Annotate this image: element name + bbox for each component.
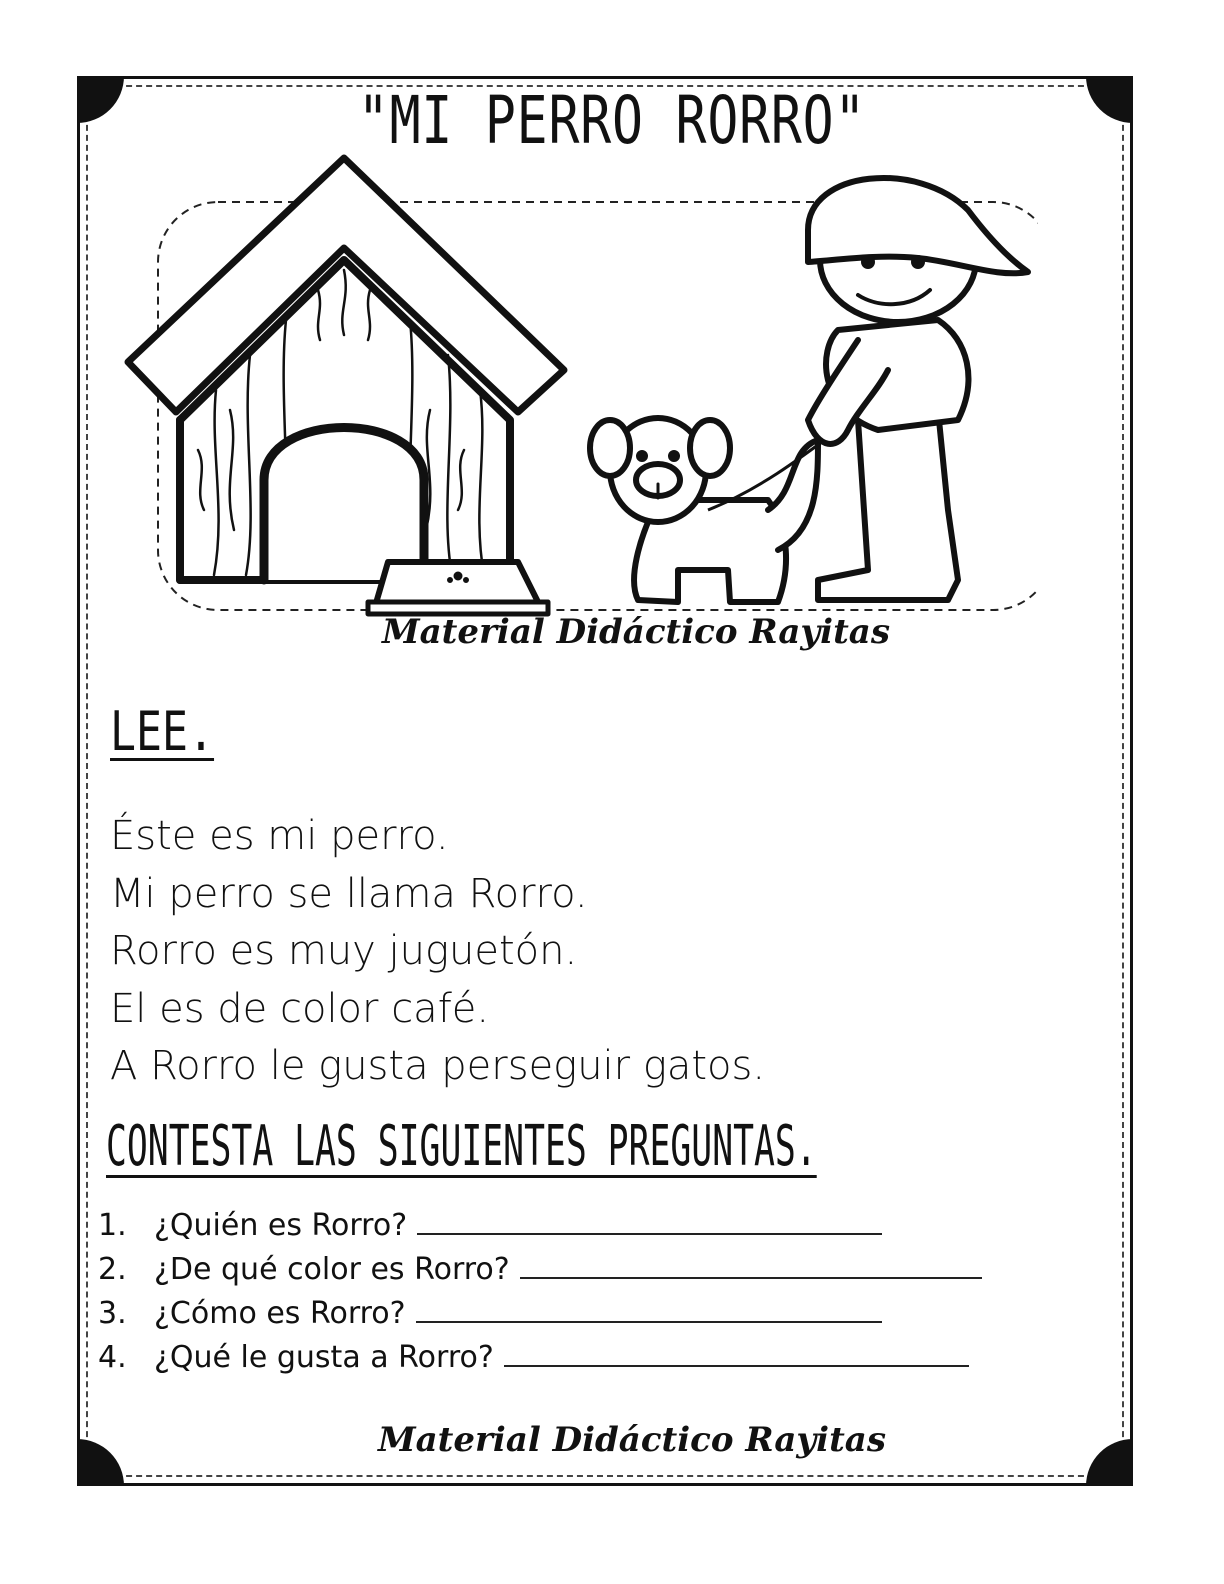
question-number: 3. bbox=[98, 1296, 127, 1331]
story-line: Rorro es muy juguetón. bbox=[110, 928, 578, 974]
question-number: 2. bbox=[98, 1252, 127, 1287]
question-item bbox=[98, 1204, 982, 1248]
dog-bowl-icon bbox=[368, 562, 548, 614]
questions-heading: CONTESTA LAS SIGUIENTES PREGUNTAS. bbox=[106, 1114, 817, 1179]
dog-house-icon bbox=[128, 158, 564, 580]
answer-line[interactable] bbox=[416, 1299, 882, 1323]
page-title: "MI PERRO RORRO" bbox=[357, 82, 867, 159]
story-line: Mi perro se llama Rorro. bbox=[110, 870, 588, 917]
story-line: El es de color café. bbox=[110, 985, 490, 1032]
answer-line[interactable] bbox=[417, 1211, 882, 1235]
story-text bbox=[110, 808, 765, 1096]
answer-line[interactable] bbox=[520, 1255, 982, 1279]
illustration bbox=[118, 150, 1038, 620]
story-line: A Rorro le gusta perseguir gatos. bbox=[110, 1043, 766, 1089]
question-text: ¿Cómo es Rorro? bbox=[154, 1296, 406, 1331]
question-number: 4. bbox=[98, 1340, 127, 1375]
question-number: 1. bbox=[98, 1208, 127, 1243]
question-item bbox=[98, 1336, 982, 1380]
question-text: ¿De qué color es Rorro? bbox=[154, 1252, 510, 1287]
answer-line[interactable] bbox=[504, 1343, 969, 1367]
question-text: ¿Quién es Rorro? bbox=[154, 1208, 408, 1243]
lee-heading: LEE. bbox=[110, 700, 215, 763]
question-item bbox=[98, 1248, 982, 1292]
question-text: ¿Qué le gusta a Rorro? bbox=[154, 1340, 494, 1375]
brand-watermark-bottom: Material Didáctico Rayitas bbox=[378, 1420, 886, 1460]
boy-icon bbox=[808, 178, 1028, 600]
story-line: Éste es mi perro. bbox=[110, 813, 449, 859]
dog-icon bbox=[590, 418, 818, 602]
questions-list bbox=[98, 1204, 982, 1380]
brand-watermark-top: Material Didáctico Rayitas bbox=[382, 612, 890, 652]
question-item bbox=[98, 1292, 982, 1336]
